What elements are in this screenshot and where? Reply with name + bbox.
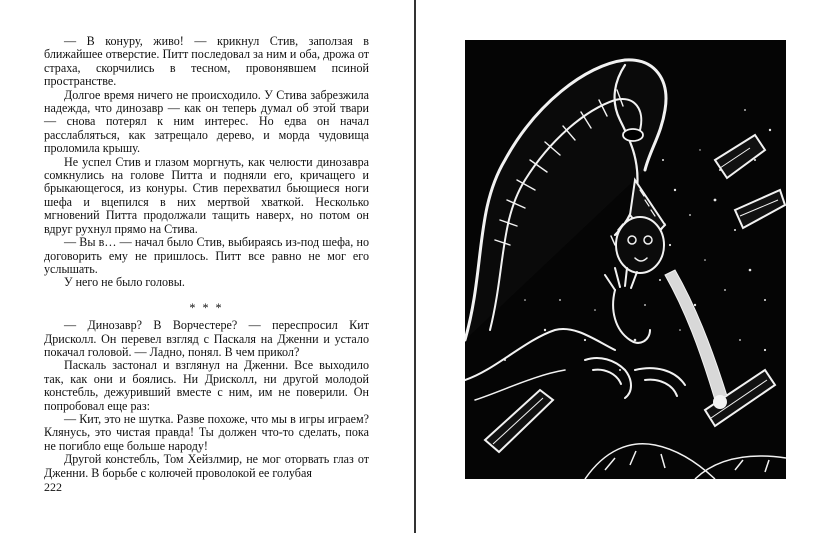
paragraph: Долгое время ничего не происходило. У Стива забрезжила надежда, что динозавр — как он теперь думал об этой твари — снова потерял к ним интерес. Но едва он начал расслабляться, как затрещало дерево, и морда чудовища проломила крышу. — [44, 87, 369, 156]
paragraph: — Вы в… — начал было Стив, выбираясь из-под шефа, но договорить ему не пришлось. Питт все равно не мог его услышать. — [44, 235, 369, 276]
paragraph: У него не было головы. — [64, 275, 185, 290]
paragraph: — Кит, это не шутка. Разве похоже, что мы в игры играем? Клянусь, это чистая правда! Ты должен что-то сделать, пока не погибло еще больше народу! — [44, 411, 369, 453]
dinosaur-illustration — [465, 40, 786, 479]
paragraph: — В конуру, живо! — крикнул Стив, заползая в ближайшее отверстие. Питт последовал за ним и оба, дрожа от страха, скорчились в тесном, провонявшем псиной пространстве. — [44, 34, 369, 89]
illustration-art — [465, 40, 786, 479]
section-separator: * * * — [189, 300, 224, 315]
paragraph: Не успел Стив и глазом моргнуть, как челюсти динозавра сомкнулись на голове Питта и подняли его, кричащего и брыкающегося, из конуры. Стив перехватил бьющиеся ноги шефа и вцепился в них мертвой хваткой. Несколько мгновений Питта продолжали тащить наверх, но потом он вдруг рухнул прямо на Стива. — [44, 154, 369, 236]
right-page — [416, 0, 833, 533]
paragraph: Другой констебль, Том Хейзлмир, не мог оторвать глаз от Дженни. В борьбе с колючей проволокой ее голубая — [44, 452, 369, 480]
page-text — [44, 35, 369, 480]
paragraph: Паскаль застонал и взглянул на Дженни. Все выходило так, как они и боялись. Ни Дрисколл, ни другой молодой констебль, дежуривший вместе с ним, им не поверили. Он попробовал еще раз: — [44, 358, 369, 413]
left-page — [0, 0, 414, 533]
paragraph: — Динозавр? В Ворчестере? — переспросил Кит Дрисколл. Он перевел взгляд с Паскаля на Дженни и устало покачал головой. — Ладно, понял. В чем прикол? — [44, 318, 369, 359]
page-number: 222 — [44, 480, 62, 494]
